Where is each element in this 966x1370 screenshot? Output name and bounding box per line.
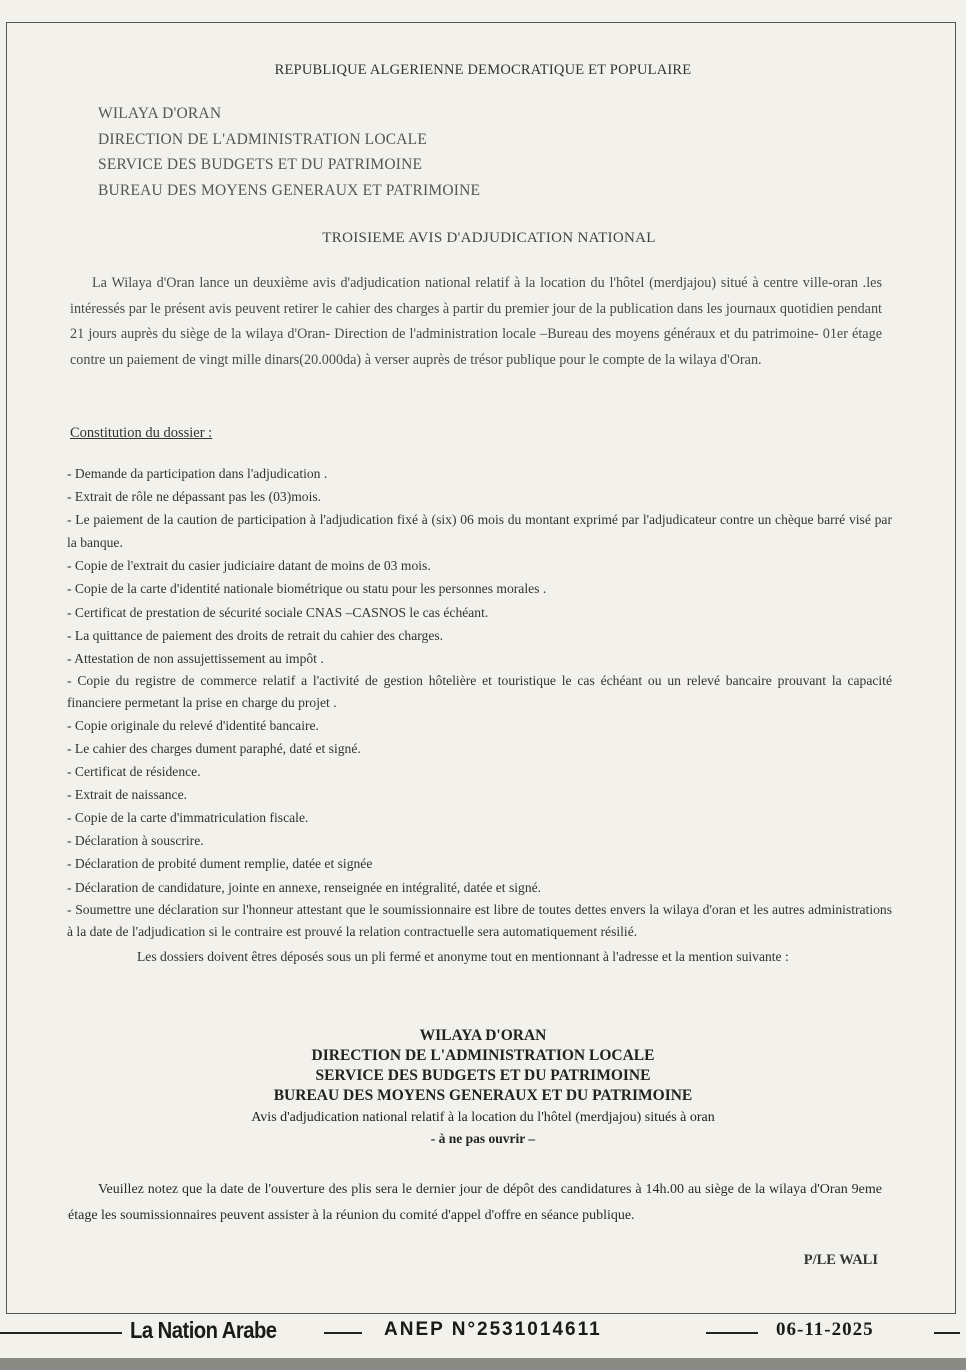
address-subject: Avis d'adjudication national relatif à la location du l'hôtel (merdjajou) situés à oran [251,1110,715,1125]
list-item: - Le paiement de la caution de participation à l'adjudication fixé à (six) 06 mois du montant exprimé par l'adjudicateur contre un chèque barré visé par la banque. [67,512,892,551]
list-item: - Déclaration à souscrire. [67,833,204,849]
address-line-bureau: BUREAU DES MOYENS GENERAUX ET DU PATRIMOINE [273,1087,693,1104]
footer-rule [324,1332,362,1334]
anep-number: ANEP N°2531014611 [384,1319,602,1340]
closing-text: Veuillez notez que la date de l'ouverture des plis sera le dernier jour de dépôt des candidatures à 14h.00 au siège de la wilaya d'Oran 9eme étage les soumissionnaires peuvent assister à la réunion du comité d'appel d'offre en séance publique. [68,1182,882,1223]
list-item: - Le cahier des charges dument paraphé, daté et signé. [67,740,361,756]
footer-rule [706,1332,758,1334]
dossier-heading: Constitution du dossier : [70,425,213,441]
deposit-instructions: Les dossiers doivent êtres déposés sous un pli fermé et anonyme tout en mentionnant à l'adresse et la mention suivante : [137,948,789,964]
list-item: - Certificat de résidence. [67,764,201,780]
publication-name: La Nation Arabe [130,1317,277,1343]
envelope-address [0,1026,966,1149]
do-not-open-mention: - à ne pas ouvrir – [430,1131,536,1146]
list-item: - Copie de la carte d'identité nationale biométrique ou statu pour les personnes morales . [67,581,547,597]
issuer-line-service: SERVICE DES BUDGETS ET DU PATRIMOINE [98,156,423,173]
list-item: - Soumettre une déclaration sur l'honneur attestant que le soumissionnaire est libre de toutes dettes envers la wilaya d'oran et les autres administrations à la date de l'adjudication si le contraire est prouvé la relation contractuelle sera automatiquement résilié. [67,901,892,939]
list-item: - Copie de l'extrait du casier judiciaire datant de moins de 03 mois. [67,558,431,574]
republic-heading: REPUBLIQUE ALGERIENNE DEMOCRATIQUE ET POPULAIRE [274,62,692,78]
intro-paragraph [70,271,882,373]
list-item: - La quittance de paiement des droits de retrait du cahier des charges. [67,627,444,643]
footer-bar [0,1316,966,1346]
list-item: - Copie de la carte d'immatriculation fiscale. [67,810,309,826]
dossier-list [67,462,892,968]
address-line-wilaya: WILAYA D'ORAN [419,1027,547,1044]
publication-date: 06-11-2025 [776,1319,874,1340]
address-line-service: SERVICE DES BUDGETS ET DU PATRIMOINE [315,1067,651,1084]
list-item: - Copie originale du relevé d'identité bancaire. [67,717,319,733]
page-edge [0,1358,966,1370]
list-item: - Extrait de naissance. [67,787,188,803]
list-item: - Déclaration de candidature, jointe en annexe, renseignée en intégralité, datée et signé. [67,879,542,895]
closing-paragraph [68,1177,882,1228]
list-item: - Attestation de non assujettissement au impôt . [67,650,324,666]
list-item: - Demande da participation dans l'adjudication . [67,466,328,481]
list-item: - Copie du registre de commerce relatif a l'activité de gestion hôtelière et touristique le cas échéant ou un relevé bancaire prouvant la capacité financiere permetant la prise en charge du projet . [67,672,892,710]
footer-rule [0,1332,122,1334]
issuer-line-wilaya: WILAYA D'ORAN [98,105,222,122]
list-item: - Déclaration de probité dument remplie, datée et signée [67,856,373,872]
footer-rule [934,1332,960,1334]
notice-title: TROISIEME AVIS D'ADJUDICATION NATIONAL [322,230,656,246]
list-item: - Extrait de rôle ne dépassant pas les (03)mois. [67,489,322,505]
issuer-line-bureau: BUREAU DES MOYENS GENERAUX ET PATRIMOINE [98,181,481,199]
address-line-direction: DIRECTION DE L'ADMINISTRATION LOCALE [311,1047,655,1064]
intro-text: La Wilaya d'Oran lance un deuxième avis d'adjudication national relatif à la location du l'hôtel (merdjajou) situé à centre ville-oran .les intéressés par le présent avis peuvent retirer le cahier des charges à partir du premier jour de la publication dans les journaux quotidien pendant 21 jours auprès du siège de la wilaya d'Oran- Direction de l'administration locale –Bureau des moyens généraux et du patrimoine- 01er étage contre un paiement de vingt mille dinars(20.000da) à verser auprès de trésor publique pour le compte de la wilaya d'Oran. [70,275,882,368]
issuer-line-direction: DIRECTION DE L'ADMINISTRATION LOCALE [98,130,427,148]
issuer-header [98,101,480,203]
signature: P/LE WALI [803,1252,878,1268]
list-item: - Certificat de prestation de sécurité sociale CNAS –CASNOS le cas échéant. [67,604,489,620]
